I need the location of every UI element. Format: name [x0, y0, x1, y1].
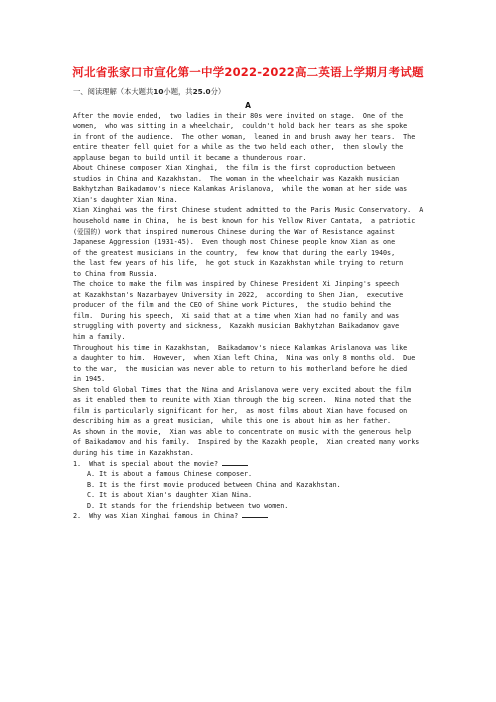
passage-line: describing him as a great musician, while this one is about him as her father. — [73, 417, 392, 426]
passage-line: film is particularly significant for her, as most films about Xian have focused on — [73, 406, 408, 415]
passage-line: After the movie ended, two ladies in their 80s were invited on stage. One of the — [73, 111, 404, 120]
answer-option[interactable]: C. It is about Xian's daughter Xian Nina. — [87, 491, 253, 500]
passage-line: (爱国的) work that inspired numerous Chinese during the War of Resistance against — [73, 227, 396, 236]
passage-line: to China from Russia. — [73, 269, 158, 278]
passage-line: in 1945. — [73, 375, 106, 384]
question-number: 1. — [73, 459, 82, 468]
passage-line: applause began to build until it became a thunderous roar. — [73, 153, 307, 162]
passage-line: struggling with poverty and sickness, Kazakh musician Bakhytzhan Baikadamov gave — [73, 322, 400, 331]
passage-letter: A — [245, 101, 251, 110]
passage-line: The choice to make the film was inspired by Chinese President Xi Jinping's speech — [73, 280, 400, 289]
question-item — [73, 459, 426, 470]
passage-line: him a family. — [73, 332, 126, 341]
question-text: Why was Xian Xinghai famous in China? — [89, 512, 239, 521]
passage-line: of the greatest musicians in the country, few know that during the early 1940s, — [73, 248, 396, 257]
passage-line: the last few years of his life, he got stuck in Kazakhstan while trying to return — [73, 259, 404, 268]
passage-line: Bakhytzhan Baikadamov's niece Kalamkas Arislanova, while the woman at her side was — [73, 185, 408, 194]
total-score: 25.0 — [192, 87, 211, 96]
passage-line: Xian Xinghai was the first Chinese student admitted to the Paris Music Conservatory. A — [73, 206, 424, 215]
page-title: 河北省张家口市宣化第一中学2022-2022高二英语上学期月考试题 — [72, 65, 424, 79]
passage-line: producer of the film and the CEO of Shine work Pictures, the studio behind the — [73, 301, 392, 310]
question-number: 2. — [73, 512, 82, 521]
section-prefix: 一、阅读理解（本大题共 — [73, 87, 154, 96]
passage-line: household name in China, he is best known for his Yellow River Cantata, a patriotic — [73, 216, 416, 225]
passage-line: Throughout his time in Kazakhstan, Baikadamov's niece Kalamkas Arislanova was like — [73, 343, 408, 352]
passage-line: a daughter to him. However, when Xian left China, Nina was only 8 months old. Due — [73, 354, 416, 363]
section-mid: 小题，共 — [163, 87, 193, 96]
passage-line: About Chinese composer Xian Xinghai, the film is the first coproduction between — [73, 164, 396, 173]
passage-line: women, who was sitting in a wheelchair, couldn't hold back her tears as she spoke — [73, 122, 408, 131]
passage-body — [73, 111, 426, 522]
passage-line: of Baikadamov and his family. Inspired by the Kazakh people, Xian created many works — [73, 438, 420, 447]
answer-option[interactable]: A. It is about a famous Chinese composer. — [87, 470, 253, 479]
passage-line: during his time in Kazakhstan. — [73, 449, 194, 457]
passage-line: film. During his speech, Xi said that at a time when Xian had no family and was — [73, 311, 400, 320]
passage-line: entire theater fell quiet for a while as the two held each other, then slowly the — [73, 143, 404, 152]
passage-text — [73, 111, 426, 459]
passage-line: Japanese Aggression (1931-45). Even though most Chinese people know Xian as one — [73, 238, 396, 247]
passage-line: as it enabled them to reunite with Xian through the big screen. Nina noted that the — [73, 396, 412, 405]
passage-line: Shen told Global Times that the Nina and Arislanova were very excited about the film — [73, 385, 412, 394]
question-text: What is special about the movie? — [89, 459, 218, 468]
answer-option[interactable]: B. It is the first movie produced between China and Kazakhstan. — [87, 480, 341, 489]
passage-line: As shown in the movie, Xian was able to concentrate on music with the generous help — [73, 427, 412, 436]
passage-line: in front of the audience. The other woman, leaned in and brush away her tears. The — [73, 132, 416, 141]
question-count: 10 — [153, 87, 164, 96]
answer-blank[interactable] — [242, 511, 268, 518]
question-list — [73, 459, 426, 522]
passage-line: studios in China and Kazakhstan. The woman in the wheelchair was Kazakh musician — [73, 174, 400, 183]
answer-blank[interactable] — [222, 459, 248, 466]
question-item — [73, 511, 426, 522]
passage-line: at Kazakhstan's Nazarbayev University in 2022, according to Shen Jian, executive — [73, 290, 404, 299]
passage-line: Xian's daughter Xian Nina. — [73, 195, 178, 204]
answer-option[interactable]: D. It stands for the friendship between two women. — [87, 501, 289, 510]
section-suffix: 分） — [210, 87, 226, 96]
passage-line: to the war, the musician was never able to return to his motherland before he died — [73, 364, 408, 373]
section-heading — [73, 87, 225, 97]
